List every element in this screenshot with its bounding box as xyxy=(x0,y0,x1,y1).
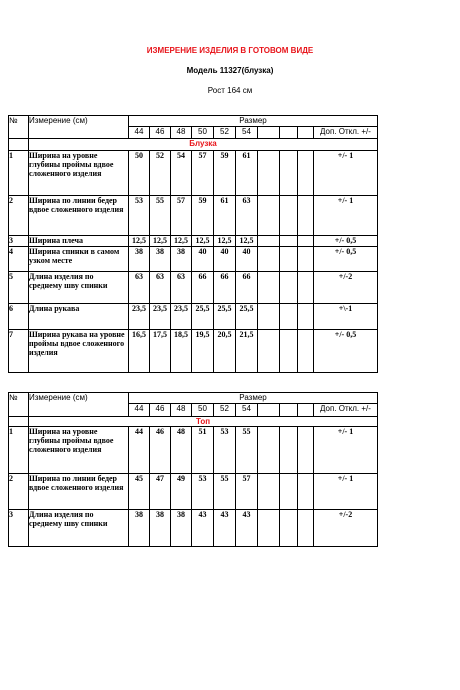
size-value: 38 xyxy=(129,247,150,272)
size-col-44: 44 xyxy=(129,404,150,417)
empty-size-col xyxy=(280,404,298,417)
size-col-46: 46 xyxy=(150,127,171,139)
table-row xyxy=(9,304,378,330)
empty-cell xyxy=(258,247,280,272)
tolerance-value: +/- 0,5 xyxy=(314,247,378,272)
section-row xyxy=(9,139,378,151)
row-number: 5 xyxy=(9,272,29,304)
empty-cell xyxy=(258,330,280,373)
size-value: 17,5 xyxy=(150,330,171,373)
tolerance-value: +/- 1 xyxy=(314,196,378,236)
empty-cell xyxy=(258,510,280,547)
empty-cell xyxy=(298,236,314,247)
section-row xyxy=(9,417,378,427)
empty-cell xyxy=(280,510,298,547)
table-row xyxy=(9,236,378,247)
size-value: 19,5 xyxy=(192,330,214,373)
size-value: 43 xyxy=(214,510,236,547)
header-row xyxy=(9,116,378,127)
size-value: 38 xyxy=(150,247,171,272)
row-number: 2 xyxy=(9,474,29,510)
size-value: 44 xyxy=(129,427,150,474)
empty-cell xyxy=(280,427,298,474)
row-number: 1 xyxy=(9,151,29,196)
empty-cell xyxy=(280,304,298,330)
table-row xyxy=(9,474,378,510)
measure-name: Ширина плеча xyxy=(29,236,129,247)
size-value: 55 xyxy=(236,427,258,474)
model-label: Модель 11327(блузка) xyxy=(186,66,274,75)
size-value: 40 xyxy=(236,247,258,272)
empty-cell xyxy=(298,304,314,330)
size-value: 12,5 xyxy=(171,236,192,247)
size-value: 43 xyxy=(236,510,258,547)
empty-cell xyxy=(258,272,280,304)
size-value: 23,5 xyxy=(129,304,150,330)
size-value: 38 xyxy=(171,510,192,547)
section-blank xyxy=(9,417,29,427)
size-col-54: 54 xyxy=(236,404,258,417)
table-row xyxy=(9,272,378,304)
empty-size-col xyxy=(280,127,298,139)
row-number: 7 xyxy=(9,330,29,373)
col-measure-header: Измерение (см) xyxy=(29,116,129,139)
size-value: 43 xyxy=(192,510,214,547)
row-number: 4 xyxy=(9,247,29,272)
table-row xyxy=(9,196,378,236)
size-value: 25,5 xyxy=(192,304,214,330)
empty-cell xyxy=(280,474,298,510)
section-label: Топ xyxy=(29,417,378,427)
size-value: 25,5 xyxy=(214,304,236,330)
size-value: 46 xyxy=(150,427,171,474)
size-value: 53 xyxy=(129,196,150,236)
size-col-54: 54 xyxy=(236,127,258,139)
empty-cell xyxy=(258,151,280,196)
size-value: 57 xyxy=(236,474,258,510)
tolerance-value: +\-1 xyxy=(314,304,378,330)
empty-cell xyxy=(258,474,280,510)
size-value: 12,5 xyxy=(236,236,258,247)
empty-cell xyxy=(298,247,314,272)
tolerance-value: +/- 1 xyxy=(314,474,378,510)
row-number: 3 xyxy=(9,236,29,247)
col-num-header: № xyxy=(9,393,29,417)
table-row xyxy=(9,151,378,196)
size-value: 12,5 xyxy=(150,236,171,247)
empty-cell xyxy=(298,196,314,236)
size-value: 54 xyxy=(171,151,192,196)
size-value: 38 xyxy=(171,247,192,272)
empty-size-col xyxy=(298,404,314,417)
empty-cell xyxy=(298,151,314,196)
size-value: 49 xyxy=(171,474,192,510)
size-col-48: 48 xyxy=(171,404,192,417)
section-blank xyxy=(9,139,29,151)
measure-name: Ширина по линии бедер вдвое сложенного изделия xyxy=(29,474,129,510)
size-value: 18,5 xyxy=(171,330,192,373)
empty-cell xyxy=(298,510,314,547)
size-col-46: 46 xyxy=(150,404,171,417)
size-value: 12,5 xyxy=(214,236,236,247)
empty-cell xyxy=(298,272,314,304)
size-value: 55 xyxy=(150,196,171,236)
size-value: 38 xyxy=(129,510,150,547)
size-value: 66 xyxy=(236,272,258,304)
size-value: 59 xyxy=(214,151,236,196)
section-label: Блузка xyxy=(29,139,378,151)
size-value: 23,5 xyxy=(150,304,171,330)
col-measure-header: Измерение (см) xyxy=(29,393,129,417)
size-value: 66 xyxy=(192,272,214,304)
measure-name: Длина изделия по среднему шву спинки xyxy=(29,510,129,547)
size-col-50: 50 xyxy=(192,404,214,417)
table-row xyxy=(9,247,378,272)
size-value: 53 xyxy=(192,474,214,510)
top-size-table xyxy=(8,392,378,547)
measure-name: Ширина спинки в самом узком месте xyxy=(29,247,129,272)
size-value: 66 xyxy=(214,272,236,304)
document-title: ИЗМЕРЕНИЕ ИЗДЕЛИЯ В ГОТОВОМ ВИДЕ xyxy=(146,46,314,55)
size-value: 50 xyxy=(129,151,150,196)
empty-cell xyxy=(298,330,314,373)
size-value: 63 xyxy=(236,196,258,236)
size-group-header: Размер xyxy=(129,393,378,404)
empty-size-col xyxy=(298,127,314,139)
size-value: 48 xyxy=(171,427,192,474)
empty-cell xyxy=(298,474,314,510)
size-col-52: 52 xyxy=(214,127,236,139)
empty-cell xyxy=(280,151,298,196)
size-value: 40 xyxy=(192,247,214,272)
tolerance-header: Доп. Откл. +/- xyxy=(314,127,378,139)
empty-cell xyxy=(280,236,298,247)
size-value: 45 xyxy=(129,474,150,510)
size-value: 25,5 xyxy=(236,304,258,330)
empty-cell xyxy=(280,247,298,272)
size-value: 61 xyxy=(214,196,236,236)
row-number: 6 xyxy=(9,304,29,330)
size-value: 51 xyxy=(192,427,214,474)
empty-cell xyxy=(280,272,298,304)
size-value: 16,5 xyxy=(129,330,150,373)
tolerance-value: +/-2 xyxy=(314,510,378,547)
size-value: 55 xyxy=(214,474,236,510)
size-value: 12,5 xyxy=(129,236,150,247)
size-value: 63 xyxy=(150,272,171,304)
row-number: 1 xyxy=(9,427,29,474)
empty-cell xyxy=(258,196,280,236)
size-value: 57 xyxy=(192,151,214,196)
tolerance-value: +/- 1 xyxy=(314,427,378,474)
table-row xyxy=(9,427,378,474)
tolerance-value: +/-2 xyxy=(314,272,378,304)
empty-cell xyxy=(258,427,280,474)
size-value: 40 xyxy=(214,247,236,272)
tolerance-header: Доп. Откл. +/- xyxy=(314,404,378,417)
size-value: 12,5 xyxy=(192,236,214,247)
empty-cell xyxy=(298,427,314,474)
height-label: Рост 164 см xyxy=(207,86,253,95)
size-value: 53 xyxy=(214,427,236,474)
size-value: 23,5 xyxy=(171,304,192,330)
row-number: 2 xyxy=(9,196,29,236)
header-row xyxy=(9,393,378,404)
row-number: 3 xyxy=(9,510,29,547)
size-value: 59 xyxy=(192,196,214,236)
tolerance-value: +/- 1 xyxy=(314,151,378,196)
empty-size-col xyxy=(258,404,280,417)
size-value: 47 xyxy=(150,474,171,510)
size-value: 21,5 xyxy=(236,330,258,373)
tolerance-value: +/- 0,5 xyxy=(314,330,378,373)
size-value: 20,5 xyxy=(214,330,236,373)
measure-name: Ширина на уровне глубины проймы вдвое сложенного изделия xyxy=(29,427,129,474)
size-value: 61 xyxy=(236,151,258,196)
empty-cell xyxy=(280,330,298,373)
measure-name: Ширина на уровне глубины проймы вдвое сложенного изделия xyxy=(29,151,129,196)
tolerance-value: +/- 0,5 xyxy=(314,236,378,247)
empty-cell xyxy=(258,236,280,247)
col-num-header: № xyxy=(9,116,29,139)
measure-name: Ширина по линии бедер вдвое сложенного изделия xyxy=(29,196,129,236)
measure-name: Длина изделия по среднему шву спинки xyxy=(29,272,129,304)
table-row xyxy=(9,510,378,547)
empty-cell xyxy=(280,196,298,236)
size-col-52: 52 xyxy=(214,404,236,417)
empty-size-col xyxy=(258,127,280,139)
size-group-header: Размер xyxy=(129,116,378,127)
measure-name: Длина рукава xyxy=(29,304,129,330)
table-row xyxy=(9,330,378,373)
measure-name: Ширина рукава на уровне проймы вдвое сложенного изделия xyxy=(29,330,129,373)
size-value: 63 xyxy=(171,272,192,304)
size-value: 38 xyxy=(150,510,171,547)
size-value: 63 xyxy=(129,272,150,304)
size-col-44: 44 xyxy=(129,127,150,139)
size-value: 57 xyxy=(171,196,192,236)
blouse-size-table xyxy=(8,115,378,373)
size-col-50: 50 xyxy=(192,127,214,139)
size-value: 52 xyxy=(150,151,171,196)
size-col-48: 48 xyxy=(171,127,192,139)
empty-cell xyxy=(258,304,280,330)
